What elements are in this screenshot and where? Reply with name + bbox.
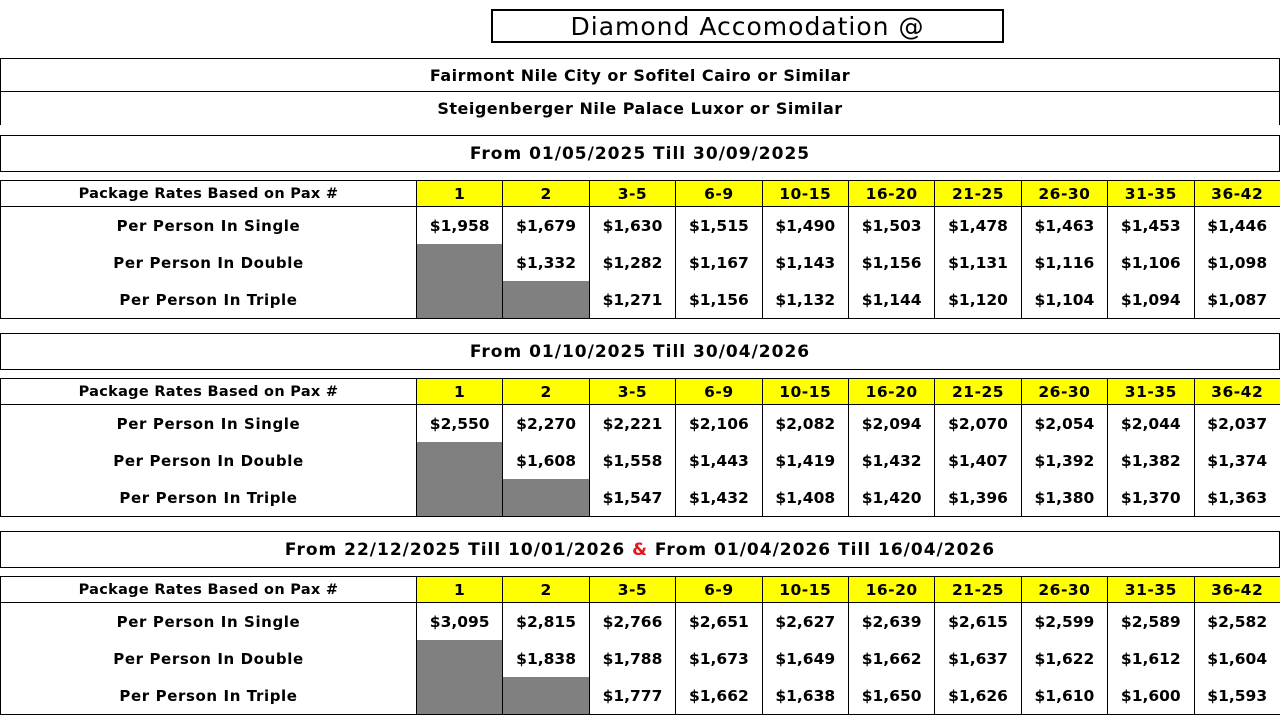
rate-cell: $1,443	[676, 442, 762, 479]
rate-cell: $2,070	[935, 405, 1021, 443]
rate-cell: $2,815	[503, 603, 589, 641]
rate-cell: $1,558	[589, 442, 675, 479]
rate-cell: $1,432	[676, 479, 762, 517]
pax-col-10-15: 10-15	[762, 577, 848, 603]
rate-cell: $1,662	[676, 677, 762, 715]
rate-cell: $1,547	[589, 479, 675, 517]
pax-col-1: 1	[417, 379, 503, 405]
rate-cell: $1,392	[1021, 442, 1107, 479]
unavailable-cell	[417, 442, 503, 479]
rate-cell: $1,490	[762, 207, 848, 245]
rate-cell: $1,622	[1021, 640, 1107, 677]
pax-col-31-35: 31-35	[1108, 577, 1194, 603]
table-row-single	[1, 207, 1280, 245]
pax-col-31-35: 31-35	[1108, 379, 1194, 405]
rate-cell: $1,120	[935, 281, 1021, 319]
pax-col-1: 1	[417, 577, 503, 603]
header-label: Package Rates Based on Pax #	[1, 577, 417, 603]
rate-cell: $1,116	[1021, 244, 1107, 281]
rate-cell: $1,432	[848, 442, 934, 479]
period-ampersand: &	[632, 539, 648, 560]
rate-cell: $2,651	[676, 603, 762, 641]
rate-cell: $1,104	[1021, 281, 1107, 319]
rate-cell: $1,593	[1194, 677, 1280, 715]
rate-cell: $2,582	[1194, 603, 1280, 641]
row-label-single: Per Person In Single	[1, 207, 417, 245]
rate-cell: $1,649	[762, 640, 848, 677]
pax-col-36-42: 36-42	[1194, 181, 1280, 207]
season-3-period-b: From 01/04/2026 Till 16/04/2026	[654, 539, 996, 560]
pax-col-3-5: 3-5	[589, 181, 675, 207]
pax-col-3-5: 3-5	[589, 577, 675, 603]
table-row-triple	[1, 677, 1280, 715]
pax-col-6-9: 6-9	[676, 379, 762, 405]
pax-col-21-25: 21-25	[935, 577, 1021, 603]
pax-col-26-30: 26-30	[1021, 181, 1107, 207]
pax-col-2: 2	[503, 379, 589, 405]
rate-cell: $1,332	[503, 244, 589, 281]
pax-col-16-20: 16-20	[848, 379, 934, 405]
rate-cell: $2,094	[848, 405, 934, 443]
unavailable-cell	[417, 244, 503, 281]
rate-cell: $1,777	[589, 677, 675, 715]
rate-cell: $1,610	[1021, 677, 1107, 715]
rate-cell: $1,380	[1021, 479, 1107, 517]
row-label-double: Per Person In Double	[1, 442, 417, 479]
row-label-triple: Per Person In Triple	[1, 281, 417, 319]
rate-cell: $2,599	[1021, 603, 1107, 641]
pax-col-10-15: 10-15	[762, 181, 848, 207]
pax-col-26-30: 26-30	[1021, 577, 1107, 603]
rate-cell: $2,766	[589, 603, 675, 641]
table-header-row	[1, 181, 1280, 207]
rate-cell: $1,087	[1194, 281, 1280, 319]
table-row-double	[1, 640, 1280, 677]
season-3-period-a: From 22/12/2025 Till 10/01/2026	[284, 539, 626, 560]
rate-cell: $3,095	[417, 603, 503, 641]
rate-cell: $1,838	[503, 640, 589, 677]
rate-cell: $1,132	[762, 281, 848, 319]
header-label: Package Rates Based on Pax #	[1, 379, 417, 405]
table-row-single	[1, 405, 1280, 443]
table-row-triple	[1, 281, 1280, 319]
rate-cell: $1,382	[1108, 442, 1194, 479]
season-3-period	[0, 531, 1280, 568]
rate-cell: $1,630	[589, 207, 675, 245]
rate-cell: $1,626	[935, 677, 1021, 715]
pax-col-6-9: 6-9	[676, 181, 762, 207]
row-label-triple: Per Person In Triple	[1, 479, 417, 517]
rate-cell: $2,054	[1021, 405, 1107, 443]
rate-cell: $2,221	[589, 405, 675, 443]
rate-cell: $1,167	[676, 244, 762, 281]
pax-col-2: 2	[503, 181, 589, 207]
rate-cell: $2,550	[417, 405, 503, 443]
rate-cell: $1,363	[1194, 479, 1280, 517]
row-label-single: Per Person In Single	[1, 405, 417, 443]
rate-cell: $1,612	[1108, 640, 1194, 677]
rate-cell: $2,615	[935, 603, 1021, 641]
rate-cell: $1,958	[417, 207, 503, 245]
rate-cell: $1,408	[762, 479, 848, 517]
pax-col-21-25: 21-25	[935, 181, 1021, 207]
rate-cell: $1,638	[762, 677, 848, 715]
pax-col-10-15: 10-15	[762, 379, 848, 405]
pax-col-16-20: 16-20	[848, 577, 934, 603]
rate-cell: $1,679	[503, 207, 589, 245]
rate-cell: $2,639	[848, 603, 934, 641]
rate-cell: $2,082	[762, 405, 848, 443]
table-row-triple	[1, 479, 1280, 517]
pax-col-1: 1	[417, 181, 503, 207]
rate-cell: $1,662	[848, 640, 934, 677]
rate-cell: $1,094	[1108, 281, 1194, 319]
unavailable-cell	[417, 640, 503, 677]
header-label: Package Rates Based on Pax #	[1, 181, 417, 207]
rate-cell: $1,374	[1194, 442, 1280, 479]
page-title: Diamond Accomodation @	[491, 9, 1004, 43]
pax-col-31-35: 31-35	[1108, 181, 1194, 207]
pax-col-36-42: 36-42	[1194, 577, 1280, 603]
pax-col-21-25: 21-25	[935, 379, 1021, 405]
pax-col-6-9: 6-9	[676, 577, 762, 603]
rate-cell: $1,282	[589, 244, 675, 281]
rate-cell: $1,650	[848, 677, 934, 715]
season-1-period: From 01/05/2025 Till 30/09/2025	[0, 135, 1280, 172]
rate-cell: $2,106	[676, 405, 762, 443]
rate-cell: $2,589	[1108, 603, 1194, 641]
rate-cell: $1,637	[935, 640, 1021, 677]
hotel-luxor: Steigenberger Nile Palace Luxor or Similar	[0, 91, 1280, 125]
rate-cell: $1,098	[1194, 244, 1280, 281]
table-header-row	[1, 379, 1280, 405]
rate-cell: $1,503	[848, 207, 934, 245]
unavailable-cell	[503, 281, 589, 319]
season-2-rate-table	[0, 378, 1280, 517]
rate-cell: $1,407	[935, 442, 1021, 479]
row-label-double: Per Person In Double	[1, 640, 417, 677]
rate-cell: $1,515	[676, 207, 762, 245]
unavailable-cell	[503, 677, 589, 715]
rate-cell: $1,156	[848, 244, 934, 281]
pax-col-2: 2	[503, 577, 589, 603]
pax-col-36-42: 36-42	[1194, 379, 1280, 405]
pax-col-3-5: 3-5	[589, 379, 675, 405]
table-header-row	[1, 577, 1280, 603]
rate-cell: $1,144	[848, 281, 934, 319]
unavailable-cell	[417, 479, 503, 517]
rate-cell: $1,156	[676, 281, 762, 319]
rate-cell: $1,463	[1021, 207, 1107, 245]
rate-cell: $2,627	[762, 603, 848, 641]
rate-cell: $1,370	[1108, 479, 1194, 517]
rate-cell: $1,420	[848, 479, 934, 517]
unavailable-cell	[417, 677, 503, 715]
season-1-rate-table	[0, 180, 1280, 319]
hotel-cairo: Fairmont Nile City or Sofitel Cairo or Similar	[0, 58, 1280, 92]
rate-cell: $1,478	[935, 207, 1021, 245]
rate-cell: $1,131	[935, 244, 1021, 281]
row-label-double: Per Person In Double	[1, 244, 417, 281]
rate-cell: $1,673	[676, 640, 762, 677]
rate-cell: $2,044	[1108, 405, 1194, 443]
unavailable-cell	[417, 281, 503, 319]
row-label-triple: Per Person In Triple	[1, 677, 417, 715]
season-2-period: From 01/10/2025 Till 30/04/2026	[0, 333, 1280, 370]
rate-cell: $1,106	[1108, 244, 1194, 281]
rate-cell: $1,396	[935, 479, 1021, 517]
rate-cell: $1,143	[762, 244, 848, 281]
rate-cell: $1,419	[762, 442, 848, 479]
rate-cell: $2,270	[503, 405, 589, 443]
rate-cell: $1,600	[1108, 677, 1194, 715]
unavailable-cell	[503, 479, 589, 517]
rate-cell: $1,446	[1194, 207, 1280, 245]
rate-cell: $1,271	[589, 281, 675, 319]
rate-cell: $1,604	[1194, 640, 1280, 677]
row-label-single: Per Person In Single	[1, 603, 417, 641]
rate-cell: $1,453	[1108, 207, 1194, 245]
table-row-double	[1, 244, 1280, 281]
season-3-rate-table	[0, 576, 1280, 715]
pax-col-16-20: 16-20	[848, 181, 934, 207]
pax-col-26-30: 26-30	[1021, 379, 1107, 405]
rate-cell: $1,608	[503, 442, 589, 479]
rate-cell: $2,037	[1194, 405, 1280, 443]
table-row-single	[1, 603, 1280, 641]
table-row-double	[1, 442, 1280, 479]
rate-cell: $1,788	[589, 640, 675, 677]
